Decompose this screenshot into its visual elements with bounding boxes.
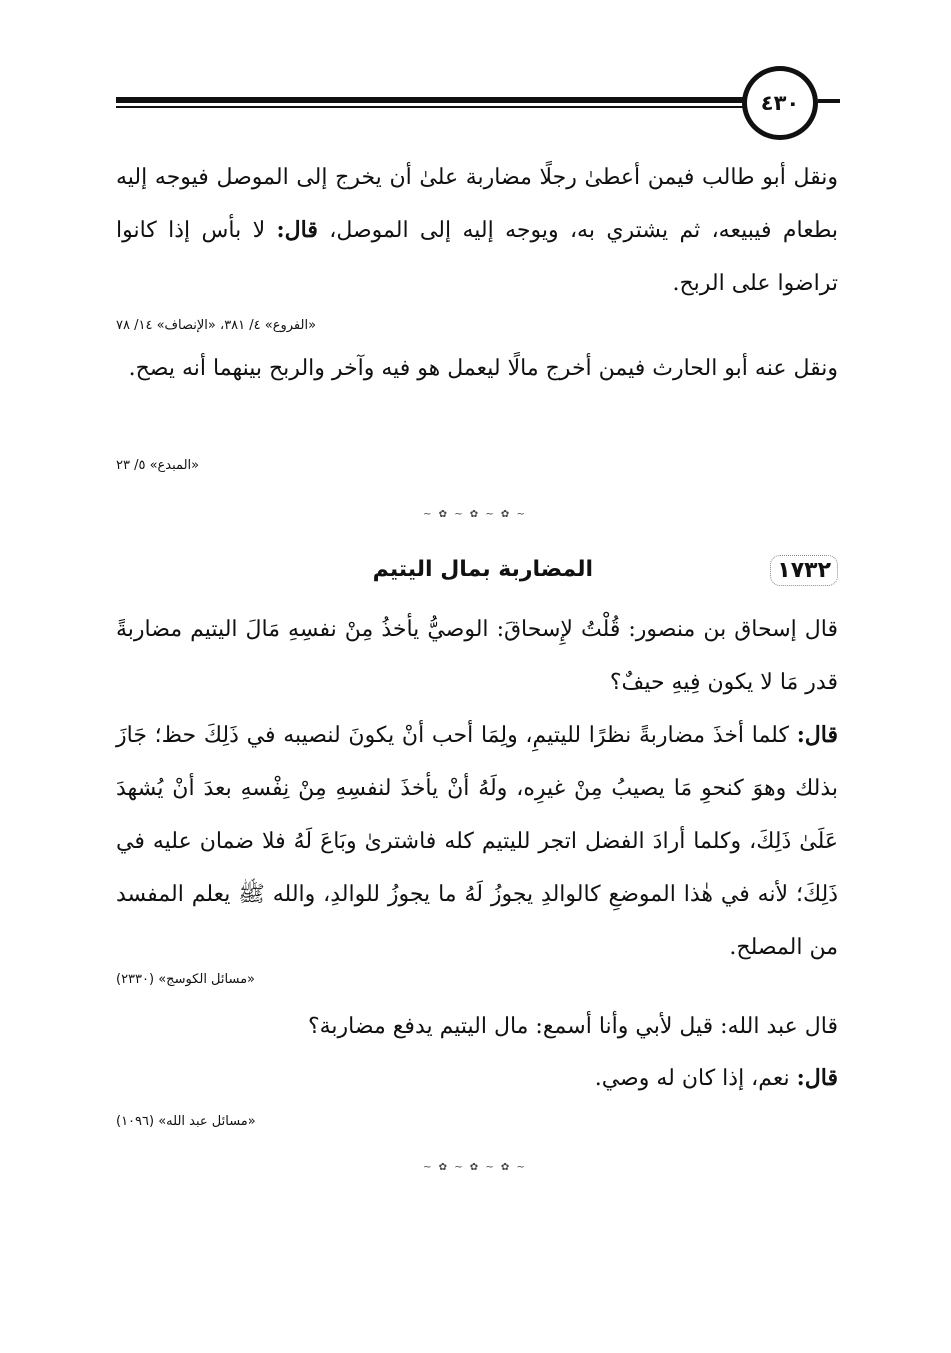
paragraph-text: ونقل أبو طالب فيمن أعطىٰ رجلًا مضاربة علىٰ أن يخرج إلى الموصل فيوجه إليه بطعام فيبيعه، ثم يشتري به، ويوجه إليه إلى الموصل، — [116, 165, 838, 243]
paragraph-answer — [116, 709, 838, 974]
paragraph-text: لا بأس إذا كانوا تراضوا على الربح. — [116, 218, 838, 296]
end-ornament: ~ ✿ ~ ✿ ~ ✿ ~ — [423, 1161, 527, 1173]
paragraph-abdullah-answer — [116, 1052, 838, 1105]
header-rule-tail — [818, 99, 840, 103]
paragraph-abu-harith: ونقل عنه أبو الحارث فيمن أخرج مالًا ليعمل هو فيه وآخر والربح بينهما أنه يصح. — [128, 356, 838, 381]
paragraph-abu-talib — [116, 151, 838, 310]
page-number: ٤٣٠ — [742, 66, 818, 140]
reference-mubdi: «المبدع» ٥/ ٢٣ — [116, 458, 200, 473]
qala-label: قال: — [276, 217, 318, 243]
header-rule-thin — [116, 106, 746, 108]
qala-label: قال: — [796, 1065, 838, 1091]
reference-abdullah: «مسائل عبد الله» (١٠٩٦) — [116, 1114, 256, 1129]
chapter-number: ١٧٣٢ — [770, 555, 838, 586]
paragraph-abdullah: قال عبد الله: قيل لأبي وأنا أسمع: مال اليتيم يدفع مضاربة؟ — [307, 1014, 838, 1039]
answer-text: نعم، إذا كان له وصي. — [594, 1066, 790, 1091]
paragraph-question: قال إسحاق بن منصور: قُلْتُ لإِسحاقَ: الوصيُّ يأخذُ مِنْ نفسِهِ مَالَ اليتيم مضاربةً قدر مَا لا يكون فِيهِ حيفٌ؟ — [116, 617, 838, 695]
chapter-heading — [116, 555, 838, 595]
section-ornament: ~ ✿ ~ ✿ ~ ✿ ~ — [423, 508, 527, 520]
reference-furu: «الفروع» ٤/ ٣٨١، «الإنصاف» ١٤/ ٧٨ — [116, 318, 317, 333]
chapter-title: المضاربة بمال اليتيم — [372, 557, 593, 582]
header-rule — [116, 97, 746, 103]
answer-text: كلما أخذَ مضاربةً نظرًا لليتيمِ، ولِمَا أحب أنْ يكونَ لنصيبه في ذَلِكَ حظ؛ جَازَ بذلك وهوَ كنحوِ مَا يصيبُ مِنْ غيرِه، ولَهُ أنْ يأخذَ لنفسِهِ مِنْ نِفْسهِ بعدَ أنْ يُشهدَ عَلَىٰ ذَلِكَ، وكلما أرادَ الفضل اتجر لليتيم كله فاشترىٰ وبَاعَ لَهُ فلا ضمان عليه في ذَلِكَ؛ لأنه في هٰذا الموضعِ كالوالدِ يجوزُ لَهُ ما يجوزُ للوالدِ، والله ﷺ يعلم المفسد من المصلح. — [116, 723, 838, 960]
qala-label: قال: — [796, 722, 839, 748]
reference-kawsaj: «مسائل الكوسج» (٢٣٣٠) — [116, 972, 255, 987]
